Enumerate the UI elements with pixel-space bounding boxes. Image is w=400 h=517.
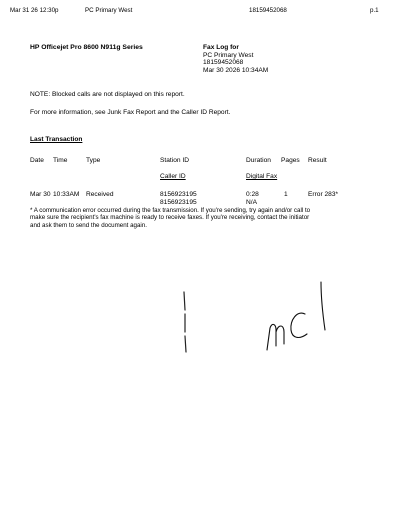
row-type: Received — [86, 191, 114, 198]
col-header-digital-fax: Digital Fax — [246, 173, 278, 180]
fax-log-name: PC Primary West — [203, 51, 254, 59]
fax-header-sender: PC Primary West — [85, 7, 133, 14]
printer-model: HP Officejet Pro 8600 N911g Series — [30, 44, 143, 51]
row-time: 10:33AM — [53, 191, 80, 198]
row-result: Error 283* — [308, 191, 339, 198]
handwritten-initials — [175, 280, 345, 360]
col-header-pages: Pages — [281, 157, 300, 164]
fax-header-date: Mar 31 26 12:30p — [10, 7, 59, 14]
col-header-result: Result — [308, 157, 327, 164]
note-text: NOTE: Blocked calls are not displayed on this report. — [30, 91, 185, 98]
col-header-time: Time — [53, 157, 68, 164]
col-header-duration: Duration — [246, 157, 271, 164]
row-duration: 0:28 — [246, 191, 259, 198]
col-header-type: Type — [86, 157, 101, 164]
row-date: Mar 30 — [30, 191, 51, 198]
fax-log-title: Fax Log for — [203, 44, 239, 51]
last-transaction-heading: Last Transaction — [30, 136, 83, 143]
footnote-text: * A communication error occurred during the fax transmission. If you're sending, try again and/or call to make sure the recipient's fax machine is ready to receive faxes. If you're receiving, contact the initiator and ask them to send the document again. — [30, 207, 311, 229]
info-text: For more information, see Junk Fax Report and the Caller ID Report. — [30, 109, 231, 116]
row-caller-id: 8156923195 — [160, 199, 197, 206]
fax-header-phone: 18159452068 — [249, 7, 287, 14]
fax-header-page: p.1 — [370, 7, 379, 14]
fax-log-block — [203, 44, 268, 74]
fax-log-datetime: Mar 30 2026 10:34AM — [203, 66, 269, 74]
fax-log-phone: 18159452068 — [203, 59, 244, 67]
col-header-caller-id: Caller ID — [160, 173, 186, 180]
row-station-id: 8156923195 — [160, 191, 197, 198]
col-header-station-id: Station ID — [160, 157, 189, 164]
col-header-date: Date — [30, 157, 44, 164]
row-pages: 1 — [284, 191, 288, 198]
row-digital-fax: N/A — [246, 199, 257, 206]
